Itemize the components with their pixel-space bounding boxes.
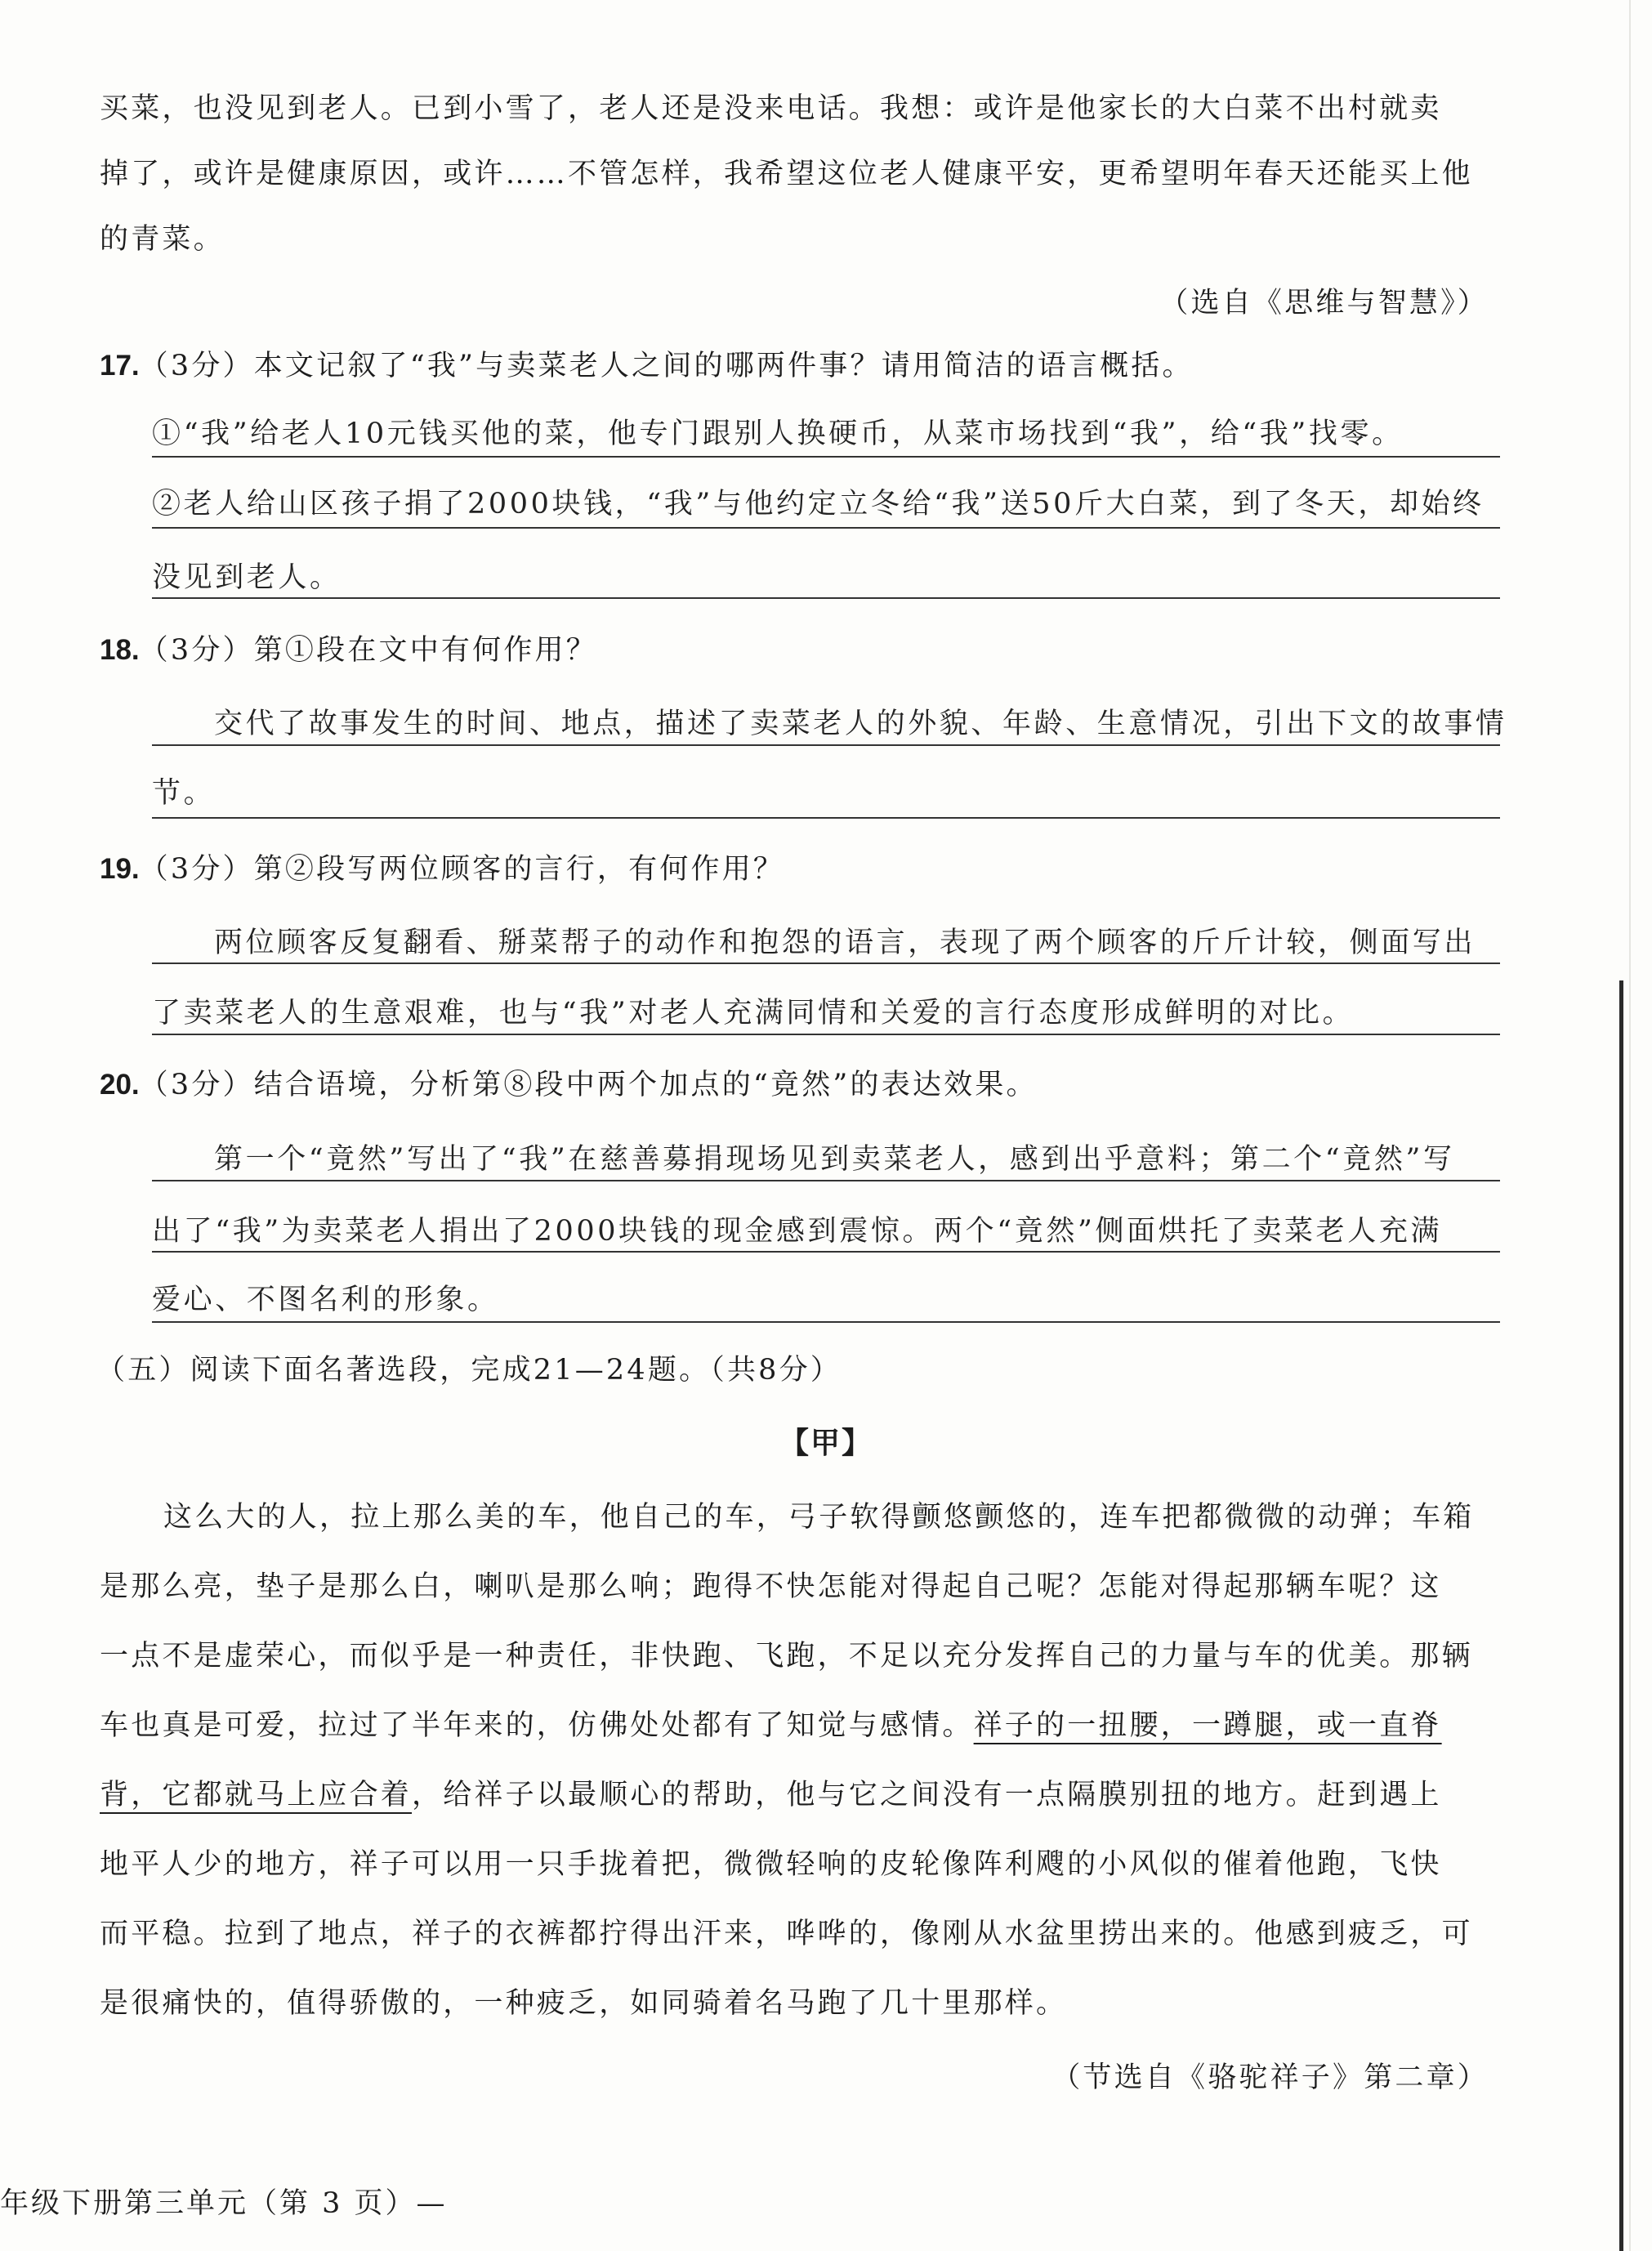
question-text: （3分）结合语境，分析第⑧段中两个加点的“竟然”的表达效果。 <box>139 1069 1038 1101</box>
excerpt-line <box>100 1781 1489 1810</box>
source-citation: （选自《思维与智慧》） <box>1159 287 1489 319</box>
answer-line: 节。 <box>152 777 216 810</box>
question-19 <box>100 855 1489 884</box>
underlined-phrase: 背，它都就马上应合着 <box>100 1779 413 1811</box>
answer-rule <box>152 1180 1500 1181</box>
answer-line: ②老人给山区孩子捐了2000块钱，“我”与他约定立冬给“我”送50斤大白菜，到了冬天，却始终 <box>152 488 1485 520</box>
answer-line: ①“我”给老人10元钱买他的菜，他专门跟别人换硬币，从菜市场找到“我”，给“我”找零。 <box>152 418 1404 450</box>
question-20 <box>100 1070 1489 1100</box>
answer-line: 两位顾客反复翻看、掰菜帮子的动作和抱怨的语言，表现了两个顾客的斤斤计较，侧面写出 <box>214 927 1476 959</box>
excerpt-line: 而平稳。拉到了地点，祥子的衣裤都拧得出汗来，哗哗的，像刚从水盆里捞出来的。他感到疲乏，可 <box>100 1918 1473 1950</box>
answer-rule <box>152 527 1500 529</box>
page-footer: 年级下册第三单元（第 3 页）— <box>0 2187 448 2220</box>
answer-line: 第一个“竟然”写出了“我”在慈善募捐现场见到卖菜老人，感到出乎意料；第二个“竟然”写 <box>214 1143 1455 1176</box>
binding-edge <box>1619 980 1623 2251</box>
excerpt-title: 【甲】 <box>779 1427 873 1460</box>
question-number: 20. <box>100 1069 140 1101</box>
passage-line: 买菜，也没见到老人。已到小雪了，老人还是没来电话。我想：或许是他家长的大白菜不出村就卖 <box>100 92 1442 125</box>
question-18 <box>100 636 1489 665</box>
source-citation: （节选自《骆驼祥子》第二章） <box>1051 2061 1489 2094</box>
answer-rule <box>152 817 1500 819</box>
answer-rule <box>152 1034 1500 1035</box>
excerpt-line <box>100 1709 1489 1742</box>
answer-rule <box>152 597 1500 599</box>
answer-line: 了卖菜老人的生意艰难，也与“我”对老人充满同情和关爱的言行态度形成鲜明的对比。 <box>152 997 1355 1029</box>
answer-line: 交代了故事发生的时间、地点，描述了卖菜老人的外貌、年龄、生意情况，引出下文的故事情 <box>214 708 1507 740</box>
question-text: （3分）本文记叙了“我”与卖菜老人之间的哪两件事？请用简洁的语言概括。 <box>139 350 1194 382</box>
passage-line: 掉了，或许是健康原因，或许……不管怎样，我希望这位老人健康平安，更希望明年春天还能买上他 <box>100 158 1473 190</box>
answer-line: 没见到老人。 <box>152 561 342 594</box>
answer-rule <box>152 1321 1500 1323</box>
passage-line: 的青菜。 <box>100 223 225 256</box>
answer-rule <box>152 456 1500 458</box>
excerpt-line: 是那么亮，垫子是那么白，喇叭是那么响；跑得不快怎能对得起自己呢？怎能对得起那辆车呢？这 <box>100 1570 1442 1603</box>
answer-rule <box>152 962 1500 964</box>
excerpt-line: 地平人少的地方，祥子可以用一只手拢着把，微微轻响的皮轮像阵利飕的小风似的催着他跑，飞快 <box>100 1848 1442 1881</box>
page-edge <box>1629 0 1631 2251</box>
question-number: 19. <box>100 853 140 885</box>
answer-rule <box>152 744 1500 746</box>
question-number: 18. <box>100 634 140 666</box>
excerpt-line: 是很痛快的，值得骄傲的，一种疲乏，如同骑着名马跑了几十里那样。 <box>100 1987 1068 2020</box>
excerpt-line: 这么大的人，拉上那么美的车，他自己的车，弓子软得颤悠颤悠的，连车把都微微的动弹；车箱 <box>163 1501 1475 1534</box>
excerpt-line: 一点不是虚荣心，而似乎是一种责任，非快跑、飞跑，不足以充分发挥自己的力量与车的优美。那辆 <box>100 1640 1473 1673</box>
section-heading: （五）阅读下面名著选段，完成21—24题。（共8分） <box>96 1354 842 1387</box>
answer-line: 爱心、不图名利的形象。 <box>152 1284 499 1316</box>
question-text: （3分）第②段写两位顾客的言行，有何作用？ <box>139 853 785 886</box>
question-17 <box>100 351 1489 381</box>
underlined-phrase: 祥子的一扭腰，一蹲腿，或一直脊 <box>973 1709 1442 1742</box>
question-text: （3分）第①段在文中有何作用？ <box>139 634 597 667</box>
excerpt-text: 车也真是可爱，拉过了半年来的，仿佛处处都有了知觉与感情。 <box>100 1709 974 1742</box>
question-number: 17. <box>100 350 140 382</box>
excerpt-text: ，给祥子以最顺心的帮助，他与它之间没有一点隔膜别扭的地方。赶到遇上 <box>412 1779 1442 1811</box>
answer-rule <box>152 1251 1500 1253</box>
answer-line: 出了“我”为卖菜老人捐出了2000块钱的现金感到震惊。两个“竟然”侧面烘托了卖菜老人充满 <box>152 1215 1443 1248</box>
